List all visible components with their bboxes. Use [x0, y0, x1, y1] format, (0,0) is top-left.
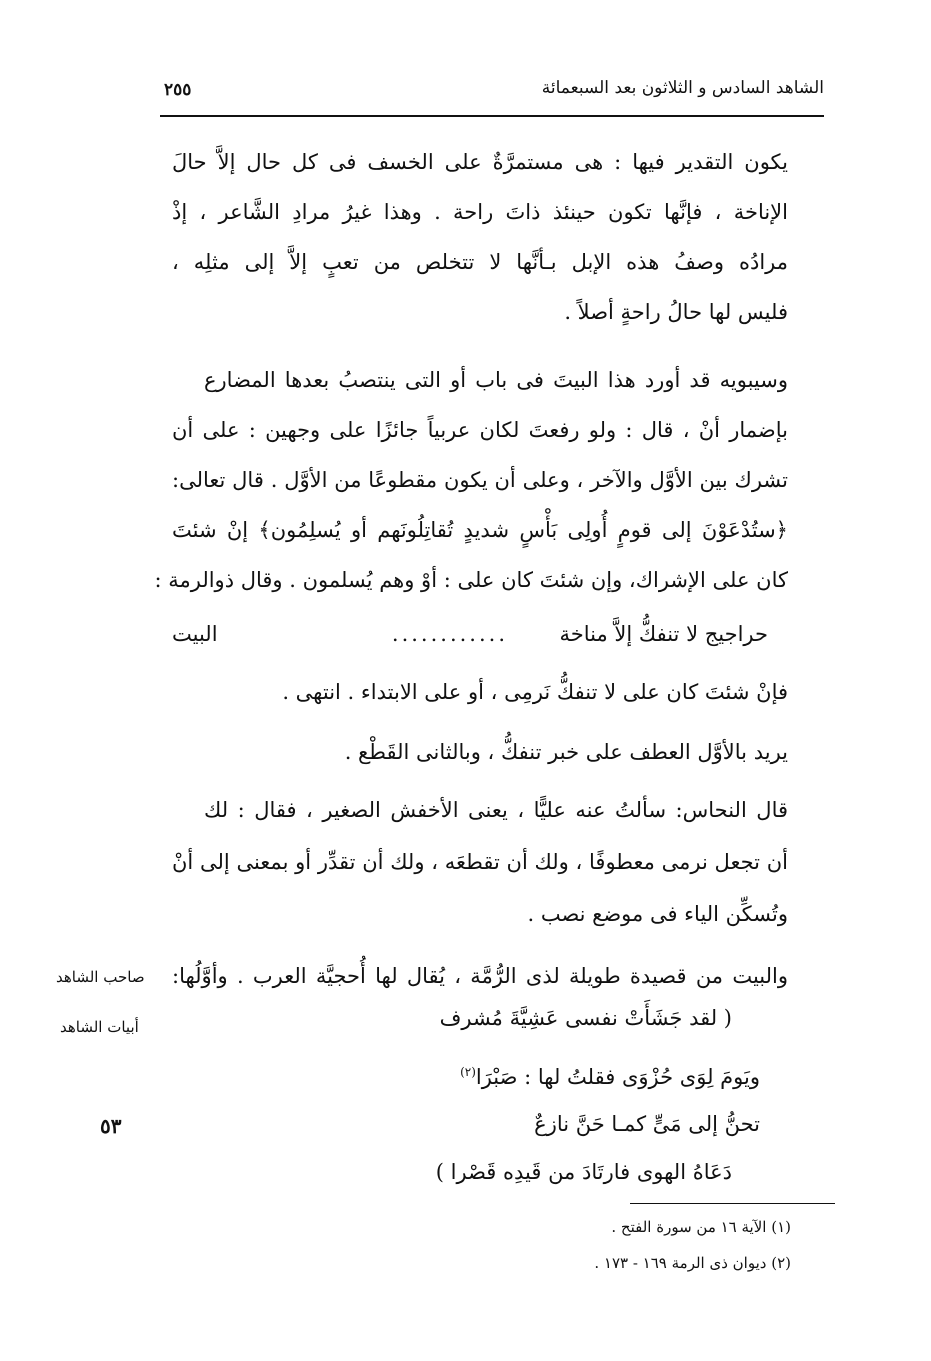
- verse-line: ( لقد جَشَأَتْ نفسى عَشِيَّةَ مُشرف: [439, 1006, 732, 1030]
- text-line: أن تجعل نرمى معطوفًا ، ولك أن تقطعَه ، ولك أن تقدِّر أو بمعنى إلى أنْ: [172, 850, 788, 874]
- footnote: (١) الآية ١٦ من سورة الفتح .: [611, 1218, 791, 1236]
- text-line: كان على الإشراك، وإن شئتَ كان على : أوْ وهم يُسلمون . وقال ذوالرمة :: [154, 568, 788, 592]
- page-number: ٢٥٥: [164, 80, 192, 100]
- header-title: الشاهد السادس و الثلاثون بعد السبعمائة: [541, 78, 824, 98]
- text-line: مرادُه وصفُ هذه الإبل بـأنَّها لا تتخلص من تعبٍ إلاَّ إلى مثلِه ،: [172, 250, 788, 274]
- text-line: وتُسكِّن الياء فى موضع نصب .: [527, 902, 788, 926]
- text-line: بإضمار أنْ ، قال : ولو رفعتَ لكان عربياً جائزًا على وجهين : على أن: [172, 418, 788, 442]
- verse-line: تحنُّ إلى مَىٍّ كمـا حَنَّ نازعٌ: [534, 1112, 760, 1136]
- running-header: [160, 74, 824, 114]
- verse-ellipsis: ............: [391, 622, 508, 646]
- verse-hemistich: حراجيج لا تنفكُّ إلاَّ مناخة: [559, 622, 768, 646]
- margin-number: ٥٣: [100, 1114, 122, 1138]
- verse-line: دَعَاهُ الهوى فارتَادَ من قَيدِه قَصْرا ): [435, 1160, 732, 1184]
- text-line: الإناخة ، فإنَّها تكون حينئذ ذاتَ راحة . وهذا غيرُ مرادِ الشَّاعر ، إذْ: [172, 200, 788, 224]
- text-line: فإنْ شئتَ كان على لا تنفكُّ نَرمِى ، أو على الابتداء . انتهى .: [282, 680, 788, 704]
- quran-verse-line: [172, 508, 788, 552]
- header-rule: [160, 115, 824, 117]
- verse-line: [172, 612, 788, 656]
- text-line: وسيبويه قد أورد هذا البيتَ فى باب أو التى ينتصبُ بعدها المضارع: [204, 368, 788, 392]
- verse-text: ويَومَ لِوَى حُزْوَى فقلتُ لها : صَبْرَا: [475, 1065, 760, 1089]
- text-line: والبيت من قصيدة طويلة لذى الرُّمَّة ، يُقال لها أُحجيَّة العرب . وأوَّلُها:: [172, 964, 788, 988]
- text-line: قال النحاس: سألتُ عنه عليًّا ، يعنى الأخفش الصغير ، فقال : لك: [204, 798, 788, 822]
- verse-hemistich: البيت: [172, 622, 218, 646]
- quran-text: ﴿ستُدْعَوْنَ إلى قومٍ أُولِى بَأْسٍ شديدٍ تُقاتِلُونَهم أو يُسلِمُون﴾ إنْ شئتَ: [172, 518, 788, 542]
- footnote-marker[interactable]: (٢): [460, 1065, 476, 1079]
- text-line: تشرك بين الأوَّل والآخر ، وعلى أن يكون مقطوعًا من الأوَّل . قال تعالى:: [172, 468, 788, 492]
- footnote: (٢) ديوان ذى الرمة ١٦٩ - ١٧٣ .: [594, 1254, 791, 1272]
- text-line: يكون التقدير فيها : هى مستمرَّةٌ على الخسف فى كل حال إلاَّ حالَ: [172, 150, 788, 174]
- margin-note-verses: أبيات الشاهد: [60, 1018, 139, 1036]
- margin-note-author: صاحب الشاهد: [56, 968, 145, 986]
- text-line: فليس لها حالُ راحةٍ أصلاً .: [564, 300, 788, 324]
- footnote-rule: [630, 1203, 835, 1204]
- verse-line: [200, 1050, 760, 1094]
- text-line: يريد بالأوَّل العطف على خبر تنفكُّ ، وبالثانى القَطْع .: [344, 740, 788, 764]
